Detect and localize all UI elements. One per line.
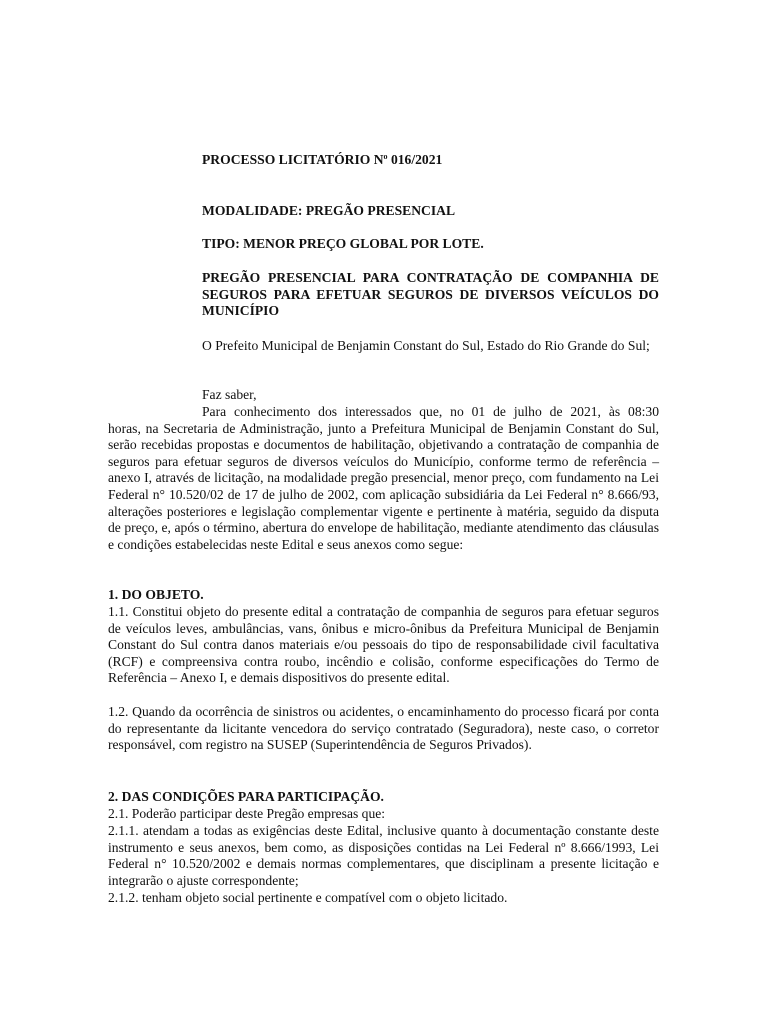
section-1-heading: 1. DO OBJETO. [108, 587, 204, 602]
processo-number: 016/2021 [387, 152, 443, 167]
para-conhecimento-first-line: Para conhecimento dos interessados que, no 01 de julho de 2021, às 08:30 [202, 404, 659, 419]
section-1-2-paragraph: 1.2. Quando da ocorrência de sinistros ou acidentes, o encaminhamento do processo ficará por conta do representante da licitante vencedora do serviço contratado (Seguradora), neste caso, o corretor responsável, com registro na SUSEP (Superintendência de Seguros Privados). [108, 704, 659, 753]
processo-prefix: PROCESSO LICITATÓRIO N [202, 152, 384, 167]
processo-title [202, 152, 659, 169]
prefeito-paragraph: O Prefeito Municipal de Benjamin Constant do Sul, Estado do Rio Grande do Sul; [202, 338, 650, 353]
section-1-1-paragraph: 1.1. Constitui objeto do presente edital a contratação de companhia de seguros para efetuar seguros de veículos leves, ambulâncias, vans, ônibus e micro-ônibus da Prefeitura Municipal de Benjamin Constant do Sul contra danos materiais e/ou pessoais do tipo de responsabilidade civil facultativa (RCF) e compreensiva contra roubo, incêndio e colisão, conforme especificações do Termo de Referência – Anexo I, e demais dispositivos do presente edital. [108, 604, 659, 686]
section-2-1-1-paragraph: 2.1.1. atendam a todas as exigências deste Edital, inclusive quanto à documentação constante deste instrumento e seus anexos, bem como, as disposições contidas na Lei Federal nº 8.666/1993, Lei Federal n° 10.520/2002 e demais normas complementares, que disciplinam a presente licitação e integrarão o ajuste correspondente; [108, 823, 659, 888]
faz-saber: Faz saber, [202, 387, 257, 402]
section-2-heading: 2. DAS CONDIÇÕES PARA PARTICIPAÇÃO. [108, 789, 384, 804]
processo-superscript: o [383, 152, 388, 161]
section-2-1-paragraph: 2.1. Poderão participar deste Pregão empresas que: [108, 806, 386, 821]
section-2-1-2-paragraph: 2.1.2. tenham objeto social pertinente e compatível com o objeto licitado. [108, 890, 508, 905]
objeto-title: PREGÃO PRESENCIAL PARA CONTRATAÇÃO DE COMPANHIA DE SEGUROS PARA EFETUAR SEGUROS DE DIVERSOS VEÍCULOS DO MUNICÍPIO [202, 270, 659, 319]
para-conhecimento-body: horas, na Secretaria de Administração, junto a Prefeitura Municipal de Benjamin Constant do Sul, serão recebidas propostas e documentos de habilitação, objetivando a contratação de companhia de seguros para efetuar seguros de diversos veículos do Município, conforme termo de referência – anexo I, através de licitação, na modalidade pregão presencial, menor preço, com fundamento na Lei Federal n° 10.520/02 de 17 de julho de 2002, com aplicação subsidiária da Lei Federal n° 8.666/93, alterações posteriores e legislação complementar vigente e pertinente à matéria, seguido da disputa de preço, e, após o término, abertura do envelope de habilitação, mediante atendimento das cláusulas e condições estabelecidas neste Edital e seus anexos como segue: [108, 420, 659, 552]
tipo-line: TIPO: MENOR PREÇO GLOBAL POR LOTE. [202, 236, 484, 251]
modalidade-line: MODALIDADE: PREGÃO PRESENCIAL [202, 203, 456, 218]
